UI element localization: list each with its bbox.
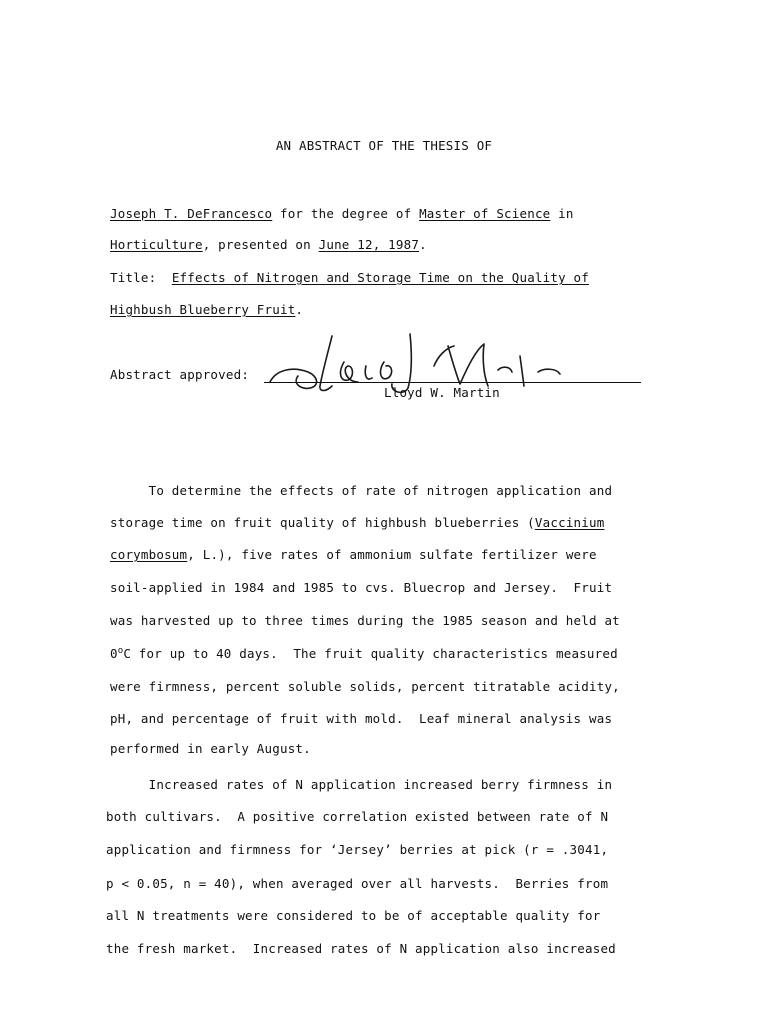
paragraph-2-line-4: p < 0.05, n = 40), when averaged over all harvests. Berries from [106,876,609,891]
signature-line [264,382,641,383]
paragraph-1-line-7: were firmness, percent soluble solids, percent titratable acidity, [110,679,620,694]
paragraph-1-line-9: performed in early August. [110,741,311,756]
author-name: Joseph T. DeFrancesco [110,206,273,221]
paragraph-1-line-3 [110,547,597,563]
title-period: . [295,302,304,317]
date-period: . [419,237,427,252]
species-genus: Vaccinium [534,515,605,530]
field-date-line [110,237,427,253]
title-label: Title: [110,270,157,285]
species-epithet: corymbosum [110,547,188,562]
thesis-title-part-1: Effects of Nitrogen and Storage Time on the Quality of [171,270,589,285]
paragraph-1-line-5: was harvested up to three times during the 1985 season and held at [110,613,620,628]
field-connector: in [558,206,574,221]
paragraph-2-line-5: all N treatments were considered to be of acceptable quality for [106,908,601,923]
paragraph-1-line-1: To determine the effects of rate of nitrogen application and [110,483,613,498]
paragraph-1-line-8: pH, and percentage of fruit with mold. Leaf mineral analysis was [110,711,613,726]
advisor-name: Lloyd W. Martin [384,385,500,400]
degree-connector: for the degree of [279,206,412,221]
paragraph-1-line-2 [110,515,604,531]
degree-name: Master of Science [419,206,551,221]
paragraph-2-line-3: application and firmness for ‘Jersey’ berries at pick (r = .3041, [106,842,609,857]
paragraph-2-line-2: both cultivars. A positive correlation existed between rate of N [106,809,609,824]
text-segment: , L.), five rates of ammonium sulfate fertilizer were [187,547,597,562]
paragraph-1-line-6 [110,646,618,662]
temperature-value: 0 [110,646,118,661]
paragraph-2-line-6: the fresh market. Increased rates of N application also increased [106,941,616,956]
presentation-date: June 12, 1987 [318,237,420,252]
degree-superscript: o [117,645,124,656]
text-segment: C for up to 40 days. The fruit quality characteristics measured [123,646,618,661]
author-line [110,206,574,222]
approval-label: Abstract approved: [110,367,250,382]
paragraph-1-line-4: soil-applied in 1984 and 1985 to cvs. Bluecrop and Jersey. Fruit [110,580,613,595]
presented-connector: , presented on [202,237,311,252]
field-name: Horticulture [110,237,203,252]
title-line-2 [110,302,303,318]
text-segment: storage time on fruit quality of highbush blueberries ( [110,515,535,530]
thesis-title-part-2: Highbush Blueberry Fruit [110,302,296,317]
title-line-1 [110,270,589,286]
page-heading: AN ABSTRACT OF THE THESIS OF [275,138,493,153]
paragraph-2-line-1: Increased rates of N application increased berry firmness in [110,777,613,792]
